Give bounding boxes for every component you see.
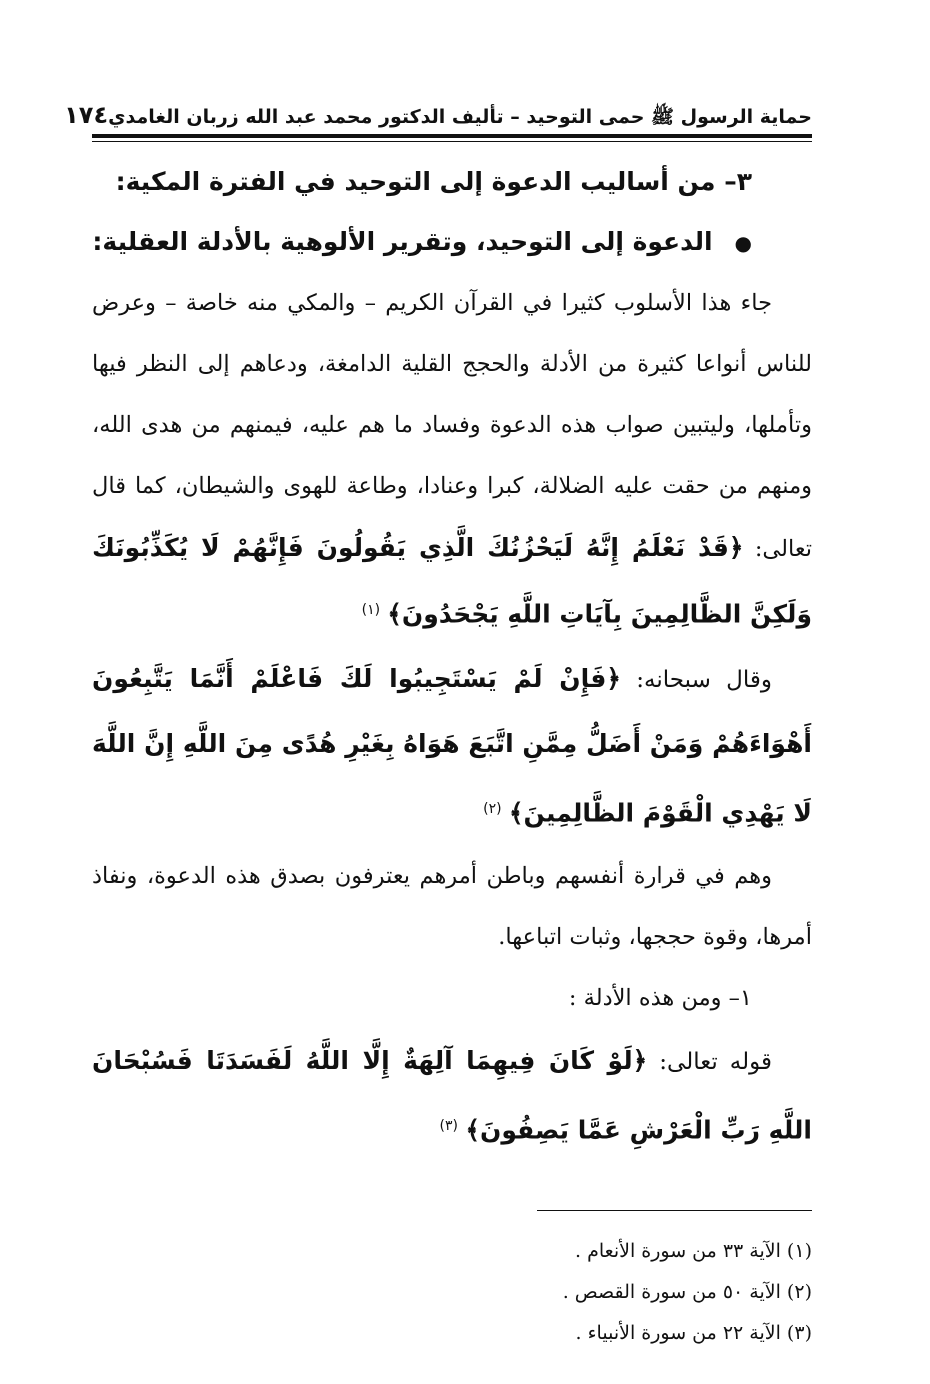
- footnotes: [92, 1231, 812, 1354]
- paragraph-4-lead: قوله تعالى:: [647, 1049, 773, 1076]
- list-intro: ١– ومن هذه الأدلة :: [568, 985, 752, 1012]
- quran-verse-3: ﴿لَوْ كَانَ فِيهِمَا آلِهَةٌ إِلَّا اللَّهُ لَفَسَدَتَا فَسُبْحَانَ اللَّهِ رَبِّ الْعَرْشِ عَمَّا يَصِفُونَ﴾: [92, 1046, 812, 1145]
- header-title: حماية الرسول ﷺ حمى التوحيد – تأليف الدكتور محمد عبد الله زربان الغامدي: [108, 106, 812, 128]
- header-rule-thick: [92, 134, 812, 138]
- page-number: ١٧٤: [64, 101, 109, 129]
- bullet-icon: ●: [734, 231, 752, 255]
- subheading: [92, 212, 812, 273]
- quran-verse-2: ﴿فَإِنْ لَمْ يَسْتَجِيبُوا لَكَ فَاعْلَمْ أَنَّمَا يَتَّبِعُونَ أَهْوَاءَهُمْ وَمَنْ أَضَلُّ مِمَّنِ اتَّبَعَ هَوَاهُ بِغَيْرِ هُدًى مِنَ اللَّهِ إِنَّ اللَّهَ لَا يَهْدِي الْقَوْمَ الظَّالِمِينَ﴾: [92, 663, 812, 828]
- paragraph-2: [92, 647, 812, 847]
- paragraph-1-text: جاء هذا الأسلوب كثيرا في القرآن الكريم – والمكي منه خاصة – وعرض للناس أنواعا كثيرة من الأدلة والحجج القلية الدامغة، ودعاهم إلى النظر فيها وتأملها، وليتبين صواب هذه الدعوة وفساد ما هم عليه، فيمنهم من هدى الله، ومنهم من حقت عليه الضلالة، كبرا وعنادا، وطاعة للهوى والشيطان، كما قال تعالى:: [92, 290, 812, 562]
- paragraph-1: [92, 273, 812, 647]
- section-heading: ٣– من أساليب الدعوة إلى التوحيد في الفترة المكية:: [115, 167, 752, 196]
- footnote-separator: [537, 1210, 812, 1211]
- book-page: [64, 100, 812, 1354]
- footnote-marker-1: (١): [361, 602, 381, 618]
- subheading-text: الدعوة إلى التوحيد، وتقرير الألوهية بالأدلة العقلية:: [92, 227, 713, 256]
- footnote-marker-3: (٣): [439, 1118, 459, 1135]
- footnote-marker-2: (٢): [483, 800, 502, 817]
- footnote-1: (١) الآية ٣٣ من سورة الأنعام .: [575, 1239, 812, 1262]
- header-rule-thin: [92, 141, 812, 142]
- running-header: [64, 100, 812, 130]
- footnote-3: (٣) الآية ٢٢ من سورة الأنبياء .: [575, 1321, 812, 1344]
- footnote-2: (٢) الآية ٥٠ من سورة القصص .: [562, 1280, 812, 1303]
- paragraph-4: [92, 1029, 812, 1164]
- paragraph-3: وهم في قرارة أنفسهم وباطن أمرهم يعترفون بصدق هذه الدعوة، ونفاذ أمرها، وقوة حججها، وثبات اتباعها.: [92, 863, 812, 951]
- quran-verse-1: ﴿قَدْ نَعْلَمُ إِنَّهُ لَيَحْزُنُكَ الَّذِي يَقُولُونَ فَإِنَّهُمْ لَا يُكَذِّبُونَكَ وَلَكِنَّ الظَّالِمِينَ بِآيَاتِ اللَّهِ يَجْحَدُونَ﴾: [92, 533, 812, 629]
- paragraph-2-lead: وقال سبحانه:: [621, 666, 772, 693]
